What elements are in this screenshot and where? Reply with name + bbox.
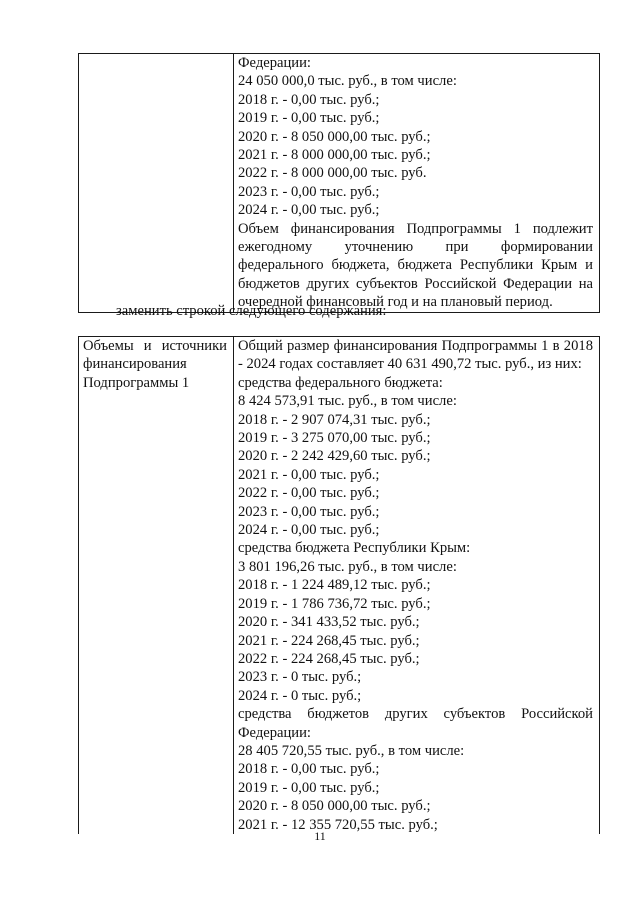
crimea-line: 2023 г. - 0 тыс. руб.; [238,669,362,686]
table-row [79,54,600,313]
content-cell [234,54,600,313]
federal-line: 2019 г. - 3 275 070,00 тыс. руб.; [238,430,431,447]
content-cell [234,337,600,834]
federal-line: 2021 г. - 0,00 тыс. руб.; [238,466,380,483]
table1-line: 24 050 000,0 тыс. руб., в том числе: [238,73,457,90]
table1-line: 2021 г. - 8 000 000,00 тыс. руб.; [238,147,431,164]
table-row [79,337,600,834]
table1-line: Федерации: [238,55,311,71]
table1-line: 2018 г. - 0,00 тыс. руб.; [238,91,380,108]
crimea-line: 2020 г. - 341 433,52 тыс. руб.; [238,614,420,631]
federal-line: 8 424 573,91 тыс. руб., в том числе: [238,393,457,410]
funding-note: Объем финансирования Подпрограммы 1 подлежит ежегодному уточнению при формировании федерального бюджета, бюджета Республики Крым и бюджетов других субъектов Российской Федерации на очередной финансовый год и на плановый период. [238,220,593,311]
other-regions-heading: средства бюджетов других субъектов Российской Федерации: [238,706,593,741]
table1-line: 2019 г. - 0,00 тыс. руб.; [238,110,380,127]
table1-line: 2020 г. - 8 050 000,00 тыс. руб.; [238,128,431,145]
crimea-line: 3 801 196,26 тыс. руб., в том числе: [238,558,457,575]
previous-funding-table [78,53,600,313]
crimea-line: 2018 г. - 1 224 489,12 тыс. руб.; [238,577,431,594]
page-number: 11 [314,829,326,843]
replace-instruction: заменить строкой следующего содержания: [116,303,387,319]
crimea-line: 2024 г. - 0 тыс. руб.; [238,687,362,704]
federal-line: 2020 г. - 2 242 429,60 тыс. руб.; [238,448,431,465]
table1-line: 2023 г. - 0,00 тыс. руб.; [238,183,380,200]
new-funding-table [78,336,600,834]
label-cell [79,54,234,313]
total-funding-intro: Общий размер финансирования Подпрограммы 1 в 2018 - 2024 годах составляет 40 631 490,72 тыс. руб., из них: [238,338,593,373]
federal-line: 2018 г. - 2 907 074,31 тыс. руб.; [238,411,431,428]
other-regions-line: 2021 г. - 12 355 720,55 тыс. руб.; [238,816,438,833]
other-regions-line: 2018 г. - 0,00 тыс. руб.; [238,761,380,778]
other-regions-line: 2020 г. - 8 050 000,00 тыс. руб.; [238,798,431,815]
label-cell [79,337,234,834]
federal-line: 2023 г. - 0,00 тыс. руб.; [238,503,380,520]
federal-line: средства федерального бюджета: [238,374,443,391]
other-regions-line: 28 405 720,55 тыс. руб., в том числе: [238,742,465,759]
other-regions-line: 2019 г. - 0,00 тыс. руб.; [238,779,380,796]
crimea-line: средства бюджета Республики Крым: [238,540,471,557]
federal-line: 2022 г. - 0,00 тыс. руб.; [238,485,380,502]
crimea-line: 2022 г. - 224 268,45 тыс. руб.; [238,650,420,667]
federal-line: 2024 г. - 0,00 тыс. руб.; [238,522,380,539]
table1-line: 2022 г. - 8 000 000,00 тыс. руб. [238,165,427,182]
crimea-line: 2019 г. - 1 786 736,72 тыс. руб.; [238,595,431,612]
funding-sources-label: Объемы и источники финансирования Подпрограммы 1 [83,338,227,391]
table1-line: 2024 г. - 0,00 тыс. руб.; [238,202,380,219]
crimea-line: 2021 г. - 224 268,45 тыс. руб.; [238,632,420,649]
